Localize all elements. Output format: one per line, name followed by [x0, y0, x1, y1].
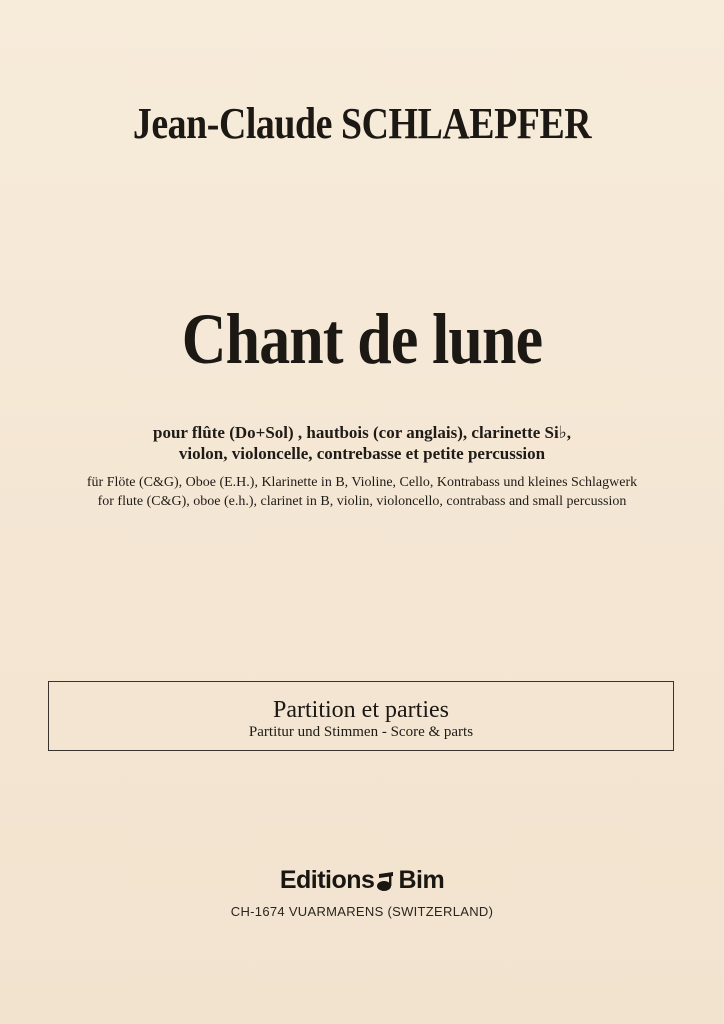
instrumentation-english: for flute (C&G), oboe (e.h.), clarinet in B, violin, violoncello, contrabass and small percussion: [97, 494, 627, 509]
music-note-icon: [376, 870, 396, 892]
publisher-name-right: Bim: [398, 866, 445, 894]
publisher-logo: [0, 866, 724, 895]
work-title: Chant de lune: [181, 299, 543, 379]
publisher-name-left: Editions: [279, 866, 375, 894]
edition-type-sub: Partitur und Stimmen - Score & parts: [248, 724, 474, 740]
edition-type-main: Partition et parties: [273, 697, 449, 723]
instrumentation-french-line-1: pour flûte (Do+Sol) , hautbois (cor anglais), clarinette Si♭,: [153, 423, 571, 442]
composer-name: Jean-Claude SCHLAEPFER: [132, 99, 592, 148]
instrumentation-french-line-2: violon, violoncelle, contrebasse et petite percussion: [178, 444, 546, 463]
edition-type-box: [48, 681, 674, 751]
publisher-address: CH-1674 VUARMARENS (SWITZERLAND): [230, 904, 494, 919]
instrumentation-german: für Flöte (C&G), Oboe (E.H.), Klarinette in B, Violine, Cello, Kontrabass und kleines Schlagwerk: [86, 475, 638, 490]
instrumentation-french: [0, 422, 724, 464]
